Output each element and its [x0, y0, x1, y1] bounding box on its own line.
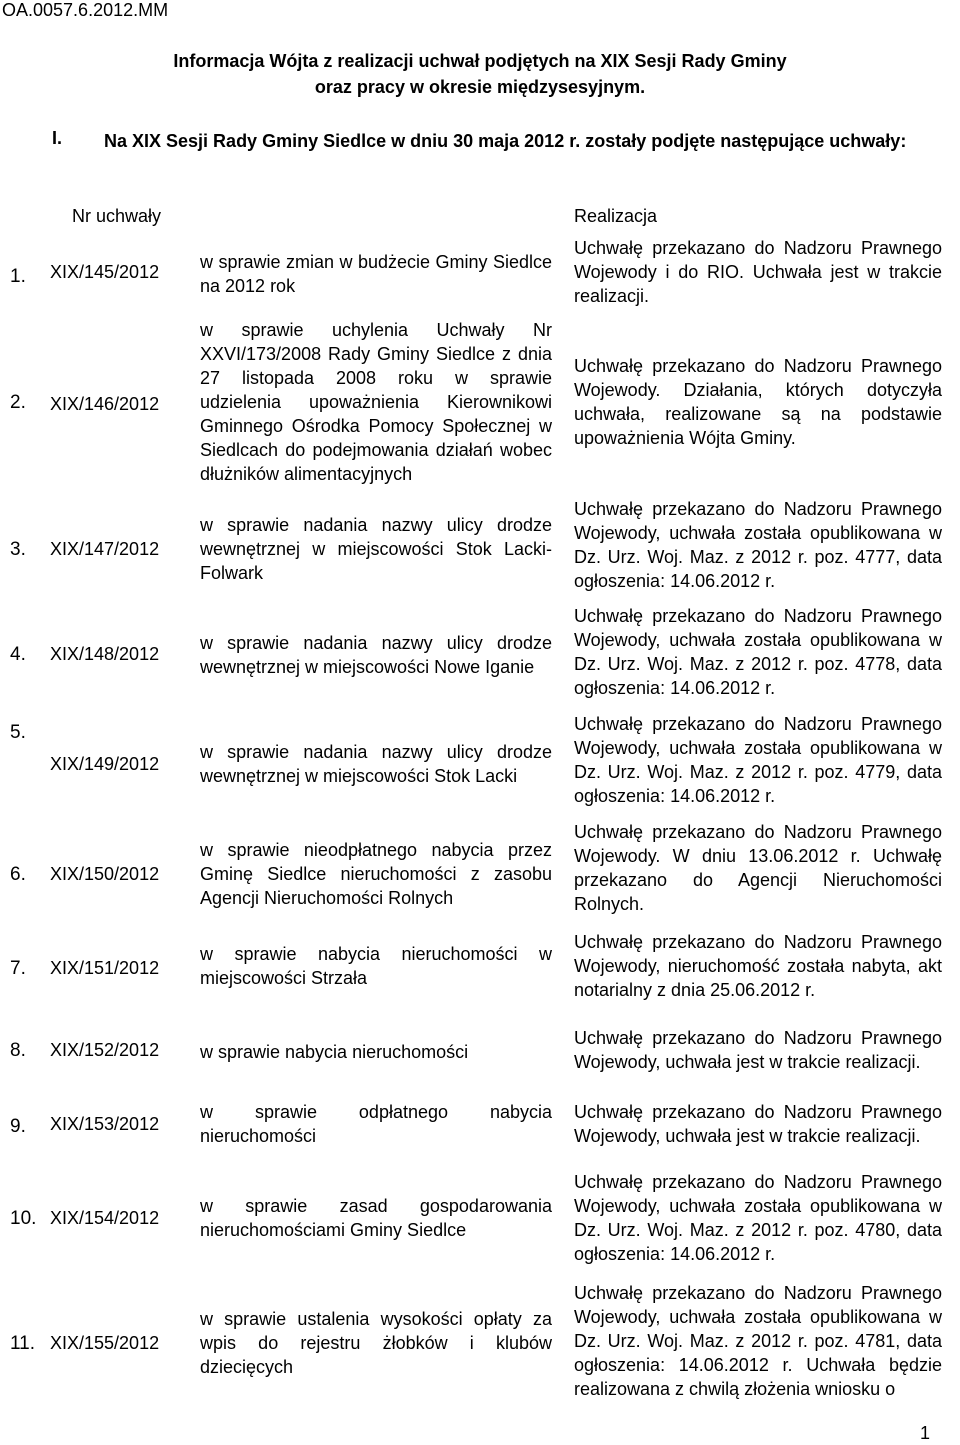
resolution-description: w sprawie nieodpłatnego nabycia przez Gminę Siedlce nieruchomości z zasobu Agencji Nieruchomości Rolnych: [200, 840, 552, 908]
resolution-description: w sprawie uchylenia Uchwały Nr XXVI/173/2008 Rady Gminy Siedlce z dnia 27 listopada 2008 roku w sprawie udzielenia upoważnienia Kierownikowi Gminnego Ośrodka Pomocy Społecznej w Siedlcach do podejmowania działań wobec dłużników alimentacyjnych: [200, 320, 552, 484]
row-number: 10.: [10, 1208, 37, 1229]
document-title-line1: Informacja Wójta z realizacji uchwał podjętych na XIX Sesji Rady Gminy: [173, 51, 787, 71]
resolution-status: Uchwałę przekazano do Nadzoru Prawnego Wojewody i do RIO. Uchwała jest w trakcie realizacji.: [574, 238, 942, 306]
resolution-number: XIX/148/2012: [50, 644, 160, 664]
row-number: 9.: [10, 1116, 26, 1137]
resolution-number: XIX/146/2012: [50, 394, 160, 414]
row-number: 5.: [10, 722, 26, 743]
resolution-number: XIX/147/2012: [50, 539, 160, 559]
resolution-status: Uchwałę przekazano do Nadzoru Prawnego Wojewody, uchwała została opublikowana w Dz. Urz. Woj. Maz. z 2012 r. poz. 4777, data ogłoszenia: 14.06.2012 r.: [574, 499, 942, 591]
resolution-number: XIX/151/2012: [50, 958, 160, 978]
row-number: 7.: [10, 958, 26, 979]
resolution-status: Uchwałę przekazano do Nadzoru Prawnego Wojewody, uchwała została opublikowana w Dz. Urz. Woj. Maz. z 2012 r. poz. 4780, data ogłoszenia: 14.06.2012 r.: [574, 1172, 942, 1264]
resolution-status: Uchwałę przekazano do Nadzoru Prawnego Wojewody, uchwała została opublikowana w Dz. Urz. Woj. Maz. z 2012 r. poz. 4781, data ogłoszenia: 14.06.2012 r. Uchwała będzie realizowana z chwilą złożenia wniosku o: [574, 1283, 942, 1399]
resolution-number: XIX/155/2012: [50, 1333, 160, 1353]
column-header-nr: Nr uchwały: [72, 206, 162, 226]
resolution-description: w sprawie zasad gospodarowania nieruchomościami Gminy Siedlce: [200, 1196, 552, 1240]
page-number: 1: [919, 1423, 930, 1443]
resolution-number: XIX/154/2012: [50, 1208, 160, 1228]
resolution-status: Uchwałę przekazano do Nadzoru Prawnego Wojewody, uchwała jest w trakcie realizacji.: [574, 1028, 942, 1072]
document-title-line2: oraz pracy w okresie międzysesyjnym.: [314, 77, 646, 97]
resolution-number: XIX/150/2012: [50, 864, 160, 884]
resolution-description: w sprawie odpłatnego nabycia nieruchomości: [200, 1102, 552, 1146]
resolution-status: Uchwałę przekazano do Nadzoru Prawnego Wojewody, uchwała została opublikowana w Dz. Urz. Woj. Maz. z 2012 r. poz. 4778, data ogłoszenia: 14.06.2012 r.: [574, 606, 942, 698]
resolution-description: w sprawie zmian w budżecie Gminy Siedlce na 2012 rok: [200, 252, 552, 296]
resolution-number: XIX/145/2012: [50, 262, 160, 282]
resolution-status: Uchwałę przekazano do Nadzoru Prawnego Wojewody. Działania, których dotyczyła uchwała, realizowane są na podstawie upoważnienia Wójta Gminy.: [574, 356, 942, 448]
section-number: I.: [52, 128, 63, 148]
resolution-description: w sprawie nabycia nieruchomości: [200, 1042, 469, 1062]
row-number: 11.: [10, 1333, 36, 1354]
row-number: 8.: [10, 1040, 26, 1061]
resolution-description: w sprawie ustalenia wysokości opłaty za wpis do rejestru żłobków i klubów dziecięcych: [200, 1309, 552, 1377]
row-number: 3.: [10, 539, 26, 560]
resolution-number: XIX/149/2012: [50, 754, 160, 774]
resolution-status: Uchwałę przekazano do Nadzoru Prawnego Wojewody, uchwała została opublikowana w Dz. Urz. Woj. Maz. z 2012 r. poz. 4779, data ogłoszenia: 14.06.2012 r.: [574, 714, 942, 806]
resolution-status: Uchwałę przekazano do Nadzoru Prawnego Wojewody. W dniu 13.06.2012 r. Uchwałę przekazano do Agencji Nieruchomości Rolnych.: [574, 822, 942, 914]
resolution-description: w sprawie nadania nazwy ulicy drodze wewnętrznej w miejscowości Stok Lacki: [200, 742, 552, 786]
resolution-number: XIX/152/2012: [50, 1040, 160, 1060]
document-reference: OA.0057.6.2012.MM: [2, 0, 169, 20]
row-number: 6.: [10, 864, 26, 885]
resolution-status: Uchwałę przekazano do Nadzoru Prawnego Wojewody, nieruchomość została nabyta, akt notarialny z dnia 25.06.2012 r.: [574, 932, 942, 1000]
section-heading: Na XIX Sesji Rady Gminy Siedlce w dniu 30 maja 2012 r. zostały podjęte następujące uchwały:: [104, 131, 907, 151]
column-header-realizacja: Realizacja: [574, 206, 658, 226]
resolution-description: w sprawie nabycia nieruchomości w miejscowości Strzała: [200, 944, 552, 988]
resolution-description: w sprawie nadania nazwy ulicy drodze wewnętrznej w miejscowości Stok Lacki-Folwark: [200, 515, 552, 583]
row-number: 2.: [10, 392, 26, 413]
row-number: 4.: [10, 644, 26, 665]
resolution-description: w sprawie nadania nazwy ulicy drodze wewnętrznej w miejscowości Nowe Iganie: [200, 633, 552, 677]
resolution-status: Uchwałę przekazano do Nadzoru Prawnego Wojewody, uchwała jest w trakcie realizacji.: [574, 1102, 942, 1146]
row-number: 1.: [10, 266, 26, 287]
resolution-number: XIX/153/2012: [50, 1114, 160, 1134]
